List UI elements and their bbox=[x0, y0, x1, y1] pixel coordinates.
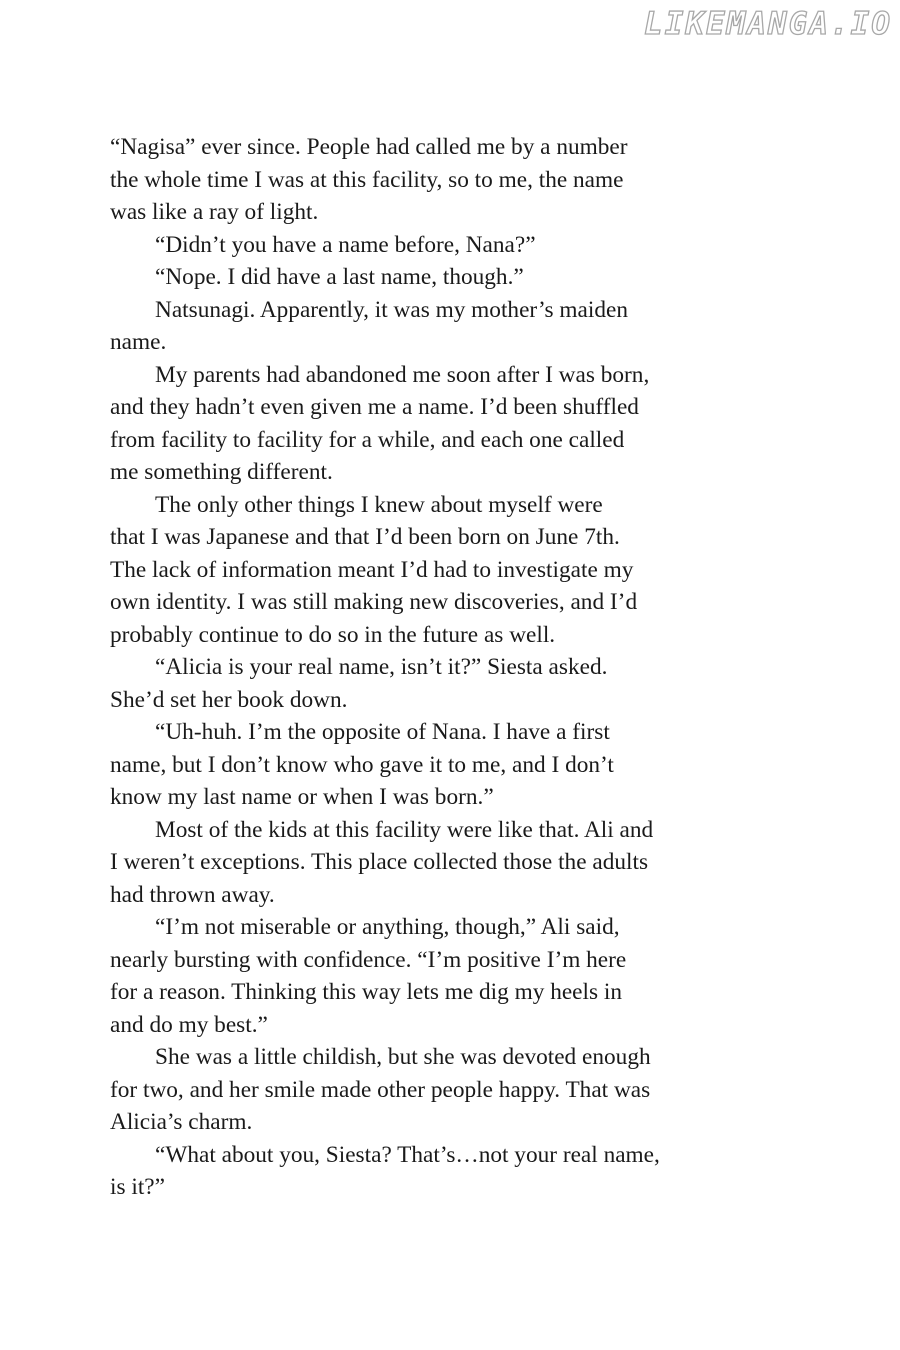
text-line: Alicia’s charm. bbox=[110, 1109, 253, 1135]
text-line: had thrown away. bbox=[110, 881, 275, 908]
text-line: the whole time I was at this facility, so to me, the name bbox=[110, 166, 624, 193]
text-line: “Alicia is your real name, isn’t it?” Siesta asked. bbox=[155, 654, 608, 680]
text-line: “What about you, Siesta? That’s…not your real name, bbox=[155, 1141, 660, 1168]
text-line: nearly bursting with confidence. “I’m positive I’m here bbox=[110, 946, 627, 973]
text-line: for two, and her smile made other people happy. That was bbox=[110, 1076, 651, 1103]
text-line: and they hadn’t even given me a name. I’d been shuffled bbox=[110, 394, 639, 420]
text-line: name. bbox=[110, 329, 167, 355]
text-line: “Didn’t you have a name before, Nana?” bbox=[155, 231, 536, 258]
text-line: know my last name or when I was born.” bbox=[110, 784, 494, 810]
text-line: “I’m not miserable or anything, though,” Ali said, bbox=[155, 914, 620, 940]
novel-text bbox=[110, 131, 750, 1204]
text-line: Natsunagi. Apparently, it was my mother’s maiden bbox=[155, 296, 628, 323]
text-line: Most of the kids at this facility were like that. Ali and bbox=[155, 816, 654, 843]
text-line: name, but I don’t know who gave it to me, and I don’t bbox=[110, 751, 614, 778]
text-line: that I was Japanese and that I’d been born on June 7th. bbox=[110, 524, 620, 550]
text-line: She’d set her book down. bbox=[110, 686, 348, 713]
text-line: “Nope. I did have a last name, though.” bbox=[155, 264, 524, 290]
text-line: was like a ray of light. bbox=[110, 199, 319, 225]
site-logo-watermark: LIKEMANGA.IO bbox=[644, 6, 892, 42]
text-line: from facility to facility for a while, and each one called bbox=[110, 426, 625, 453]
text-line: is it?” bbox=[110, 1174, 165, 1200]
text-line: “Nagisa” ever since. People had called me by a number bbox=[110, 134, 628, 160]
text-line: I weren’t exceptions. This place collected those the adults bbox=[110, 849, 649, 875]
text-line: for a reason. Thinking this way lets me dig my heels in bbox=[110, 979, 623, 1005]
text-line: probably continue to do so in the future as well. bbox=[110, 621, 556, 648]
text-line: My parents had abandoned me soon after I was born, bbox=[155, 361, 650, 388]
text-line: and do my best.” bbox=[110, 1011, 268, 1038]
text-line: me something different. bbox=[110, 459, 333, 485]
text-line: The lack of information meant I’d had to investigate my bbox=[110, 556, 634, 583]
text-line: “Uh-huh. I’m the opposite of Nana. I have a first bbox=[155, 719, 610, 745]
text-line: She was a little childish, but she was devoted enough bbox=[155, 1044, 651, 1070]
text-line: The only other things I knew about myself were bbox=[155, 491, 603, 518]
text-line: own identity. I was still making new discoveries, and I’d bbox=[110, 589, 638, 615]
